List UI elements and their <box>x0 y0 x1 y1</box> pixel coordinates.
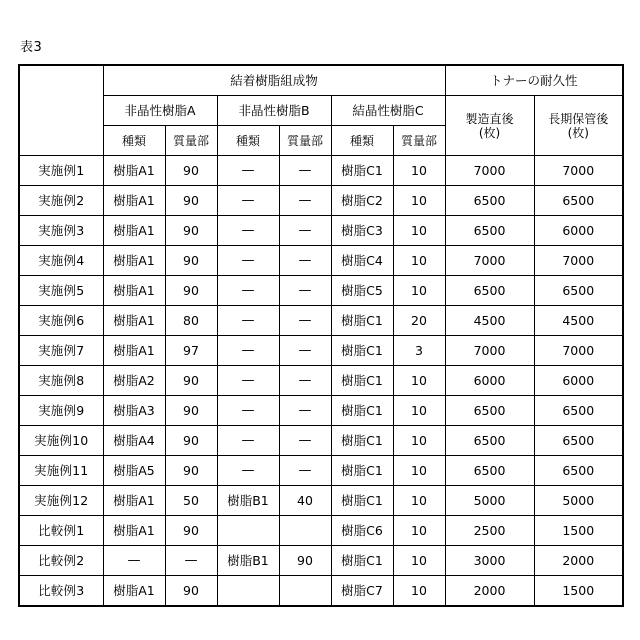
header-row-subgroups <box>19 96 623 126</box>
cell-after-storage: 7000 <box>534 156 623 186</box>
cell-a-mass: 50 <box>165 486 217 516</box>
cell-b-mass: — <box>279 366 331 396</box>
cell-a-kind: 樹脂A2 <box>103 366 165 396</box>
cell-b-kind: — <box>217 456 279 486</box>
row-label: 実施例3 <box>19 216 103 246</box>
header-crystalline-resin-c: 結晶性樹脂C <box>331 96 445 126</box>
cell-after-production: 3000 <box>445 546 534 576</box>
cell-b-kind: — <box>217 246 279 276</box>
cell-c-mass: 10 <box>393 276 445 306</box>
header-amorphous-resin-a: 非晶性樹脂A <box>103 96 217 126</box>
cell-c-kind: 樹脂C7 <box>331 576 393 607</box>
cell-c-mass: 10 <box>393 576 445 607</box>
cell-c-kind: 樹脂C1 <box>331 396 393 426</box>
cell-a-kind: 樹脂A4 <box>103 426 165 456</box>
table-row <box>19 426 623 456</box>
cell-after-production: 7000 <box>445 336 534 366</box>
cell-a-mass: 90 <box>165 516 217 546</box>
cell-b-kind: — <box>217 396 279 426</box>
cell-after-production: 6500 <box>445 216 534 246</box>
cell-after-storage: 5000 <box>534 486 623 516</box>
cell-b-mass: — <box>279 156 331 186</box>
row-label: 実施例5 <box>19 276 103 306</box>
cell-c-kind: 樹脂C1 <box>331 546 393 576</box>
cell-after-production: 7000 <box>445 246 534 276</box>
cell-b-mass: — <box>279 426 331 456</box>
cell-after-storage: 6500 <box>534 186 623 216</box>
header-row-groups <box>19 65 623 96</box>
cell-b-kind: — <box>217 426 279 456</box>
cell-after-storage: 6500 <box>534 396 623 426</box>
table-row <box>19 546 623 576</box>
cell-c-kind: 樹脂C6 <box>331 516 393 546</box>
cell-after-storage: 6500 <box>534 456 623 486</box>
cell-after-production: 6000 <box>445 366 534 396</box>
cell-b-mass <box>279 576 331 607</box>
cell-a-mass: 90 <box>165 246 217 276</box>
cell-c-kind: 樹脂C1 <box>331 336 393 366</box>
cell-b-kind: 樹脂B1 <box>217 546 279 576</box>
cell-c-kind: 樹脂C1 <box>331 366 393 396</box>
row-label: 実施例8 <box>19 366 103 396</box>
table-row <box>19 276 623 306</box>
cell-c-kind: 樹脂C1 <box>331 486 393 516</box>
table-row <box>19 456 623 486</box>
table-body <box>19 156 623 607</box>
row-label: 実施例2 <box>19 186 103 216</box>
cell-a-kind: 樹脂A1 <box>103 336 165 366</box>
cell-after-production: 6500 <box>445 426 534 456</box>
header-amorphous-resin-b: 非晶性樹脂B <box>217 96 331 126</box>
cell-c-kind: 樹脂C1 <box>331 426 393 456</box>
table-row <box>19 216 623 246</box>
cell-c-kind: 樹脂C2 <box>331 186 393 216</box>
cell-a-kind: 樹脂A1 <box>103 246 165 276</box>
row-label: 実施例9 <box>19 396 103 426</box>
header-b-kind: 種類 <box>217 126 279 156</box>
cell-after-production: 2500 <box>445 516 534 546</box>
row-label: 比較例3 <box>19 576 103 607</box>
table-row <box>19 366 623 396</box>
cell-a-mass: 90 <box>165 396 217 426</box>
cell-c-mass: 10 <box>393 426 445 456</box>
row-label: 比較例2 <box>19 546 103 576</box>
header-after-production-line2: (枚) <box>478 125 501 140</box>
cell-after-production: 6500 <box>445 396 534 426</box>
header-after-production <box>445 96 534 156</box>
cell-c-mass: 10 <box>393 456 445 486</box>
row-label: 実施例11 <box>19 456 103 486</box>
header-after-storage <box>534 96 623 156</box>
cell-c-mass: 20 <box>393 306 445 336</box>
table-caption: 表3 <box>20 40 43 55</box>
row-label: 実施例4 <box>19 246 103 276</box>
cell-a-mass: 90 <box>165 576 217 607</box>
cell-a-mass: 90 <box>165 456 217 486</box>
cell-c-mass: 10 <box>393 486 445 516</box>
cell-b-mass: — <box>279 396 331 426</box>
cell-after-production: 2000 <box>445 576 534 607</box>
header-after-production-line1: 製造直後 <box>465 111 514 126</box>
cell-c-mass: 10 <box>393 546 445 576</box>
cell-b-kind: 樹脂B1 <box>217 486 279 516</box>
table-row <box>19 336 623 366</box>
cell-c-kind: 樹脂C4 <box>331 246 393 276</box>
cell-a-kind: 樹脂A1 <box>103 156 165 186</box>
row-label: 実施例1 <box>19 156 103 186</box>
table-row <box>19 516 623 546</box>
cell-b-kind: — <box>217 216 279 246</box>
header-a-kind: 種類 <box>103 126 165 156</box>
cell-b-kind <box>217 576 279 607</box>
table-row <box>19 306 623 336</box>
cell-c-mass: 10 <box>393 516 445 546</box>
cell-a-mass: 90 <box>165 426 217 456</box>
row-label: 実施例7 <box>19 336 103 366</box>
cell-a-kind: 樹脂A1 <box>103 516 165 546</box>
cell-a-kind: 樹脂A1 <box>103 186 165 216</box>
cell-b-kind: — <box>217 336 279 366</box>
cell-c-mass: 10 <box>393 366 445 396</box>
cell-b-mass: — <box>279 276 331 306</box>
cell-c-mass: 3 <box>393 336 445 366</box>
table-row <box>19 156 623 186</box>
table-row <box>19 486 623 516</box>
header-corner <box>19 65 103 156</box>
header-binder-resin-composition: 結着樹脂組成物 <box>103 65 445 96</box>
cell-after-storage: 6500 <box>534 426 623 456</box>
cell-after-storage: 6500 <box>534 276 623 306</box>
cell-c-kind: 樹脂C1 <box>331 456 393 486</box>
header-after-storage-line1: 長期保管後 <box>548 111 609 126</box>
table-head <box>19 65 623 156</box>
row-label: 実施例12 <box>19 486 103 516</box>
row-label: 実施例6 <box>19 306 103 336</box>
cell-b-kind: — <box>217 186 279 216</box>
cell-c-mass: 10 <box>393 216 445 246</box>
cell-after-storage: 1500 <box>534 576 623 607</box>
cell-a-kind: 樹脂A1 <box>103 486 165 516</box>
cell-b-mass <box>279 516 331 546</box>
cell-a-mass: — <box>165 546 217 576</box>
cell-b-kind: — <box>217 306 279 336</box>
table-row <box>19 576 623 607</box>
table-row <box>19 396 623 426</box>
cell-a-kind: 樹脂A1 <box>103 306 165 336</box>
cell-after-production: 7000 <box>445 156 534 186</box>
cell-a-kind: 樹脂A1 <box>103 216 165 246</box>
cell-b-mass: — <box>279 456 331 486</box>
cell-after-storage: 6000 <box>534 216 623 246</box>
cell-b-kind: — <box>217 156 279 186</box>
cell-after-production: 6500 <box>445 456 534 486</box>
cell-after-production: 6500 <box>445 186 534 216</box>
cell-a-mass: 80 <box>165 306 217 336</box>
cell-b-kind <box>217 516 279 546</box>
cell-after-production: 6500 <box>445 276 534 306</box>
cell-b-mass: 90 <box>279 546 331 576</box>
cell-after-production: 4500 <box>445 306 534 336</box>
cell-c-kind: 樹脂C1 <box>331 306 393 336</box>
header-b-mass: 質量部 <box>279 126 331 156</box>
cell-b-mass: — <box>279 306 331 336</box>
cell-a-mass: 90 <box>165 366 217 396</box>
cell-b-mass: — <box>279 186 331 216</box>
cell-a-kind: 樹脂A1 <box>103 276 165 306</box>
cell-c-kind: 樹脂C1 <box>331 156 393 186</box>
cell-b-kind: — <box>217 276 279 306</box>
header-a-mass: 質量部 <box>165 126 217 156</box>
cell-after-storage: 7000 <box>534 246 623 276</box>
cell-a-mass: 90 <box>165 186 217 216</box>
cell-c-kind: 樹脂C5 <box>331 276 393 306</box>
row-label: 比較例1 <box>19 516 103 546</box>
header-c-mass: 質量部 <box>393 126 445 156</box>
cell-after-storage: 2000 <box>534 546 623 576</box>
cell-a-mass: 97 <box>165 336 217 366</box>
table-row <box>19 186 623 216</box>
cell-b-mass: — <box>279 246 331 276</box>
cell-after-storage: 6000 <box>534 366 623 396</box>
cell-c-mass: 10 <box>393 246 445 276</box>
cell-a-kind: 樹脂A1 <box>103 576 165 607</box>
cell-after-production: 5000 <box>445 486 534 516</box>
cell-a-kind: — <box>103 546 165 576</box>
cell-a-kind: 樹脂A3 <box>103 396 165 426</box>
cell-c-kind: 樹脂C3 <box>331 216 393 246</box>
cell-after-storage: 4500 <box>534 306 623 336</box>
table-row <box>19 246 623 276</box>
cell-after-storage: 7000 <box>534 336 623 366</box>
results-table <box>18 64 624 607</box>
cell-b-mass: 40 <box>279 486 331 516</box>
cell-c-mass: 10 <box>393 396 445 426</box>
cell-a-kind: 樹脂A5 <box>103 456 165 486</box>
cell-b-mass: — <box>279 216 331 246</box>
header-c-kind: 種類 <box>331 126 393 156</box>
cell-a-mass: 90 <box>165 276 217 306</box>
cell-c-mass: 10 <box>393 156 445 186</box>
cell-b-kind: — <box>217 366 279 396</box>
row-label: 実施例10 <box>19 426 103 456</box>
header-after-storage-line2: (枚) <box>567 125 589 140</box>
cell-b-mass: — <box>279 336 331 366</box>
cell-a-mass: 90 <box>165 216 217 246</box>
cell-c-mass: 10 <box>393 186 445 216</box>
cell-a-mass: 90 <box>165 156 217 186</box>
header-toner-durability: トナーの耐久性 <box>445 65 623 96</box>
cell-after-storage: 1500 <box>534 516 623 546</box>
